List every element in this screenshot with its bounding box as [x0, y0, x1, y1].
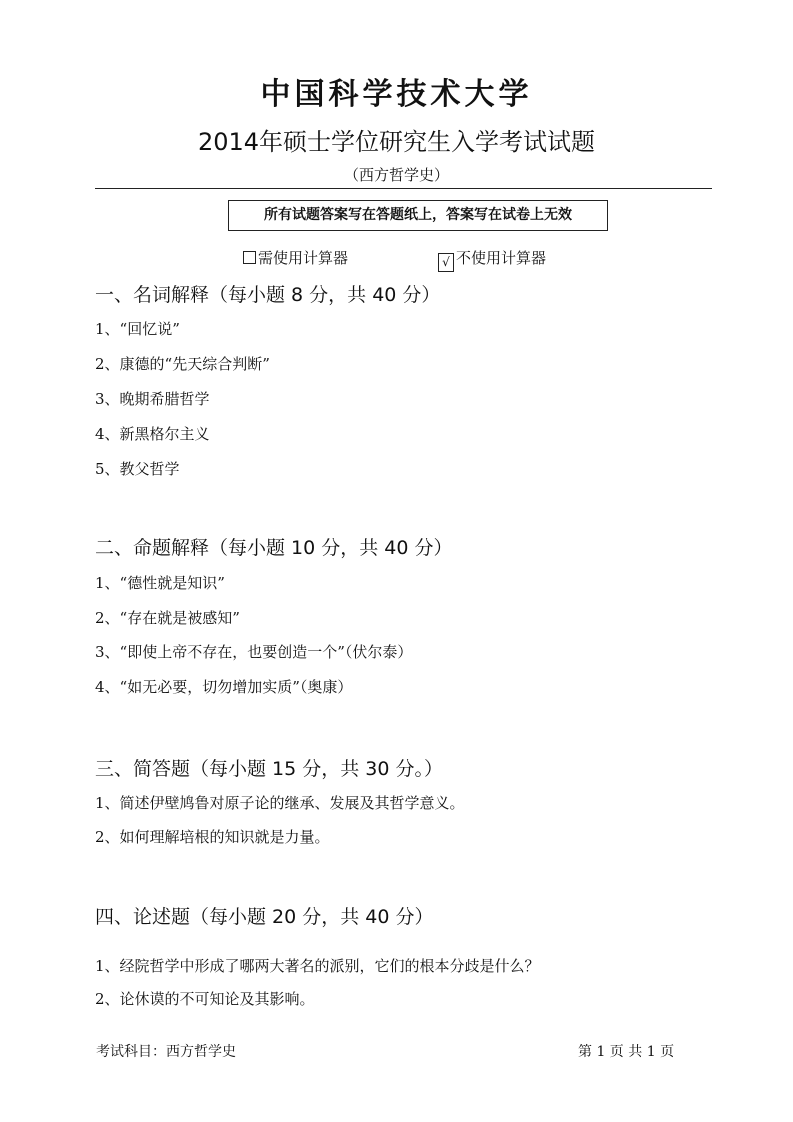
exam-subject: （西方哲学史）: [343, 166, 449, 184]
header-divider: [95, 188, 712, 189]
question-item: 4、新黑格尔主义: [95, 425, 210, 443]
question-item: 4、“如无必要，切勿增加实质”（奥康）: [95, 678, 353, 696]
footer-subject: 考试科目：西方哲学史: [96, 1044, 236, 1060]
question-item: 2、“存在就是被感知”: [95, 609, 240, 627]
calculator-no-use-label: 不使用计算器: [456, 249, 547, 267]
question-item: 1、“德性就是知识”: [95, 574, 225, 592]
question-item: 2、论休谟的不可知论及其影响。: [95, 990, 315, 1008]
section-heading: 一、名词解释（每小题 8 分，共 40 分）: [95, 284, 441, 306]
section-heading: 三、简答题（每小题 15 分，共 30 分。）: [95, 758, 444, 780]
question-item: 2、康德的“先天综合判断”: [95, 355, 270, 373]
exam-title: 2014年硕士学位研究生入学考试试题: [197, 128, 596, 156]
university-name: 中国科学技术大学: [260, 77, 533, 112]
calculator-use-label: 需使用计算器: [258, 249, 349, 267]
calculator-use-option: [243, 251, 348, 266]
question-item: 3、晚期希腊哲学: [95, 390, 210, 408]
checkmark-icon: √: [438, 253, 454, 272]
question-item: 1、简述伊壁鸠鲁对原子论的继承、发展及其哲学意义。: [95, 794, 465, 812]
question-item: 2、如何理解培根的知识就是力量。: [95, 828, 330, 846]
section-heading: 二、命题解释（每小题 10 分，共 40 分）: [95, 537, 453, 559]
section-heading: 四、论述题（每小题 20 分，共 40 分）: [95, 906, 434, 928]
checkbox-icon: [243, 251, 256, 264]
question-item: 1、“回忆说”: [95, 320, 180, 338]
question-item: 5、教父哲学: [95, 460, 180, 478]
answer-notice-box: 所有试题答案写在答题纸上，答案写在试卷上无效: [228, 200, 608, 231]
question-item: 3、“即使上帝不存在，也要创造一个”（伏尔泰）: [95, 643, 413, 661]
question-item: 1、经院哲学中形成了哪两大著名的派别，它们的根本分歧是什么？: [95, 957, 540, 975]
footer-page-number: 第 1 页 共 1 页: [578, 1044, 675, 1060]
calculator-no-use-option: [438, 251, 546, 272]
